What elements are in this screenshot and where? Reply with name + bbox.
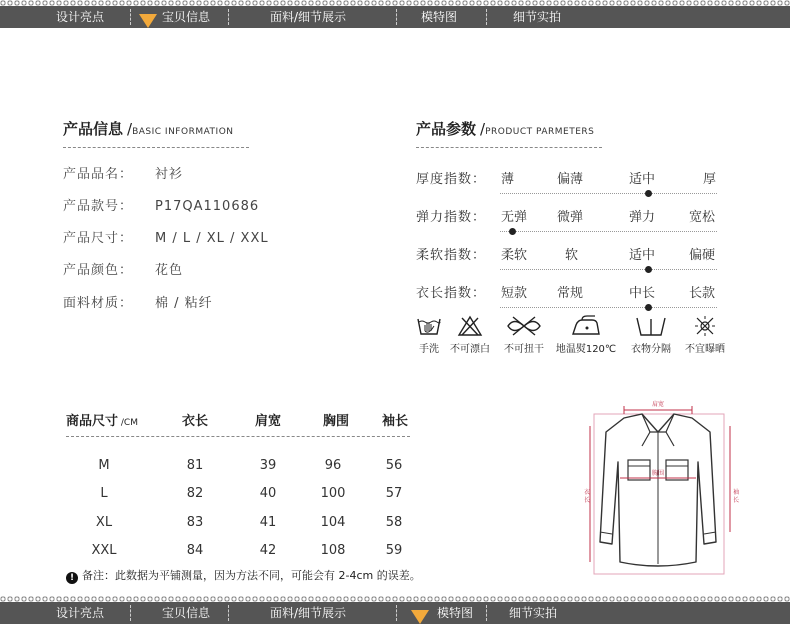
size-value: 56 xyxy=(385,458,403,473)
param-label: 柔软指数： xyxy=(416,248,487,263)
param-label: 衣长指数： xyxy=(416,286,487,301)
tab-product-info[interactable]: 宝贝信息 xyxy=(162,606,211,620)
nav-separator xyxy=(396,605,398,621)
care-item-separate xyxy=(624,315,678,355)
size-header-sleeve: 袖长 xyxy=(382,414,409,429)
tab-design-highlights[interactable]: 设计亮点 xyxy=(56,10,105,24)
size-value: 108 xyxy=(320,543,346,558)
divider xyxy=(63,147,249,148)
size-value: 83 xyxy=(186,515,204,530)
size-value: 104 xyxy=(320,515,346,530)
size-label: M xyxy=(98,458,110,473)
param-option: 偏薄 xyxy=(557,172,584,187)
no-sun-icon xyxy=(693,315,717,337)
diagram-chest-label: 胸围 xyxy=(651,470,665,477)
param-indicator xyxy=(645,266,652,273)
tab-product-info[interactable]: 宝贝信息 xyxy=(162,10,211,24)
basic-info-title: 产品信息 /BASIC INFORMATION xyxy=(63,120,234,138)
diagram-length-label xyxy=(584,488,590,504)
diagram-length-char-2: 长 xyxy=(584,497,591,504)
care-label: 衣物分隔 xyxy=(631,344,671,355)
diagram-sleeve-label xyxy=(733,488,739,504)
diagram-length-char-1: 衣 xyxy=(584,489,591,496)
active-tab-marker xyxy=(411,610,429,624)
tab-fabric-details[interactable]: 面料/细节展示 xyxy=(270,10,347,24)
size-value: 82 xyxy=(186,486,204,501)
size-value: 42 xyxy=(259,543,277,558)
param-indicator xyxy=(645,304,652,311)
care-item-no-bleach xyxy=(445,315,495,355)
param-label: 厚度指数： xyxy=(416,172,487,187)
care-label: 手洗 xyxy=(419,344,439,355)
param-option: 中长 xyxy=(629,286,656,301)
size-table-title: 商品尺寸 /CM xyxy=(66,414,138,429)
info-row-material: 面料材质： 棉 / 粘纤 xyxy=(63,296,213,311)
tab-detail-shots[interactable]: 细节实拍 xyxy=(513,10,562,24)
param-option: 适中 xyxy=(629,248,656,263)
param-indicator xyxy=(645,190,652,197)
param-option: 弹力 xyxy=(629,210,656,225)
tab-model-photos[interactable]: 模特图 xyxy=(421,10,458,24)
param-scale-line xyxy=(500,193,717,194)
size-label: XXL xyxy=(91,543,117,558)
tab-design-highlights[interactable]: 设计亮点 xyxy=(56,606,105,620)
care-label: 不宜曝晒 xyxy=(685,344,725,355)
size-value: 100 xyxy=(320,486,346,501)
nav-separator xyxy=(130,9,132,25)
param-option: 无弹 xyxy=(501,210,528,225)
bottom-nav xyxy=(0,596,790,642)
low-iron-icon xyxy=(570,315,602,337)
info-row-style-no: 产品款号： P17QA110686 xyxy=(63,199,260,214)
size-value: 96 xyxy=(324,458,342,473)
active-tab-marker xyxy=(139,14,157,28)
care-label: 不可漂白 xyxy=(450,344,490,355)
tab-detail-shots[interactable]: 细节实拍 xyxy=(509,606,558,620)
nav-separator xyxy=(486,605,488,621)
care-item-no-wring xyxy=(500,315,548,355)
size-value: 84 xyxy=(186,543,204,558)
param-option: 宽松 xyxy=(689,210,716,225)
size-header-length: 衣长 xyxy=(182,414,209,429)
size-label: L xyxy=(100,486,108,501)
top-nav xyxy=(0,0,790,34)
measurement-note: ! 备注：此数据为平铺测量，因为方法不同，可能会有 2-4cm 的误差。 xyxy=(66,567,421,584)
param-option: 适中 xyxy=(629,172,656,187)
size-value: 58 xyxy=(385,515,403,530)
size-value: 41 xyxy=(259,515,277,530)
hand-wash-icon xyxy=(416,315,442,337)
size-value: 81 xyxy=(186,458,204,473)
size-value: 40 xyxy=(259,486,277,501)
param-option: 微弹 xyxy=(557,210,584,225)
care-label: 地温熨120℃ xyxy=(555,344,617,355)
param-option: 薄 xyxy=(501,172,515,187)
size-header-shoulder: 肩宽 xyxy=(255,414,282,429)
no-wring-icon xyxy=(504,315,544,337)
warning-icon: ! xyxy=(66,572,78,584)
param-scale-line xyxy=(500,269,717,270)
info-row-size: 产品尺寸： M / L / XL / XXL xyxy=(63,231,269,246)
size-value: 59 xyxy=(385,543,403,558)
param-option: 柔软 xyxy=(501,248,528,263)
param-option: 短款 xyxy=(501,286,528,301)
info-row-name: 产品品名： 衬衫 xyxy=(63,167,184,182)
param-label: 弹力指数： xyxy=(416,210,487,225)
care-item-hand-wash xyxy=(414,315,444,355)
param-indicator xyxy=(509,228,516,235)
diagram-sleeve-char-2: 长 xyxy=(733,497,740,504)
divider xyxy=(416,147,602,148)
care-item-low-iron xyxy=(554,315,618,355)
nav-separator xyxy=(396,9,398,25)
size-value: 39 xyxy=(259,458,277,473)
size-value: 57 xyxy=(385,486,403,501)
info-row-color: 产品颜色： 花色 xyxy=(63,263,184,278)
tab-fabric-details[interactable]: 面料/细节展示 xyxy=(270,606,347,620)
size-label: XL xyxy=(95,515,113,530)
param-option: 厚 xyxy=(703,172,717,187)
size-header-chest: 胸围 xyxy=(323,414,350,429)
care-label: 不可扭干 xyxy=(504,344,544,355)
nav-bar xyxy=(0,602,790,624)
divider xyxy=(66,436,410,437)
no-bleach-icon xyxy=(457,315,483,337)
care-item-no-sun xyxy=(680,315,730,355)
nav-separator xyxy=(228,605,230,621)
tab-model-photos[interactable]: 模特图 xyxy=(437,606,474,620)
shirt-measurement-diagram xyxy=(580,392,740,582)
nav-separator xyxy=(130,605,132,621)
nav-separator xyxy=(228,9,230,25)
param-option: 常规 xyxy=(557,286,584,301)
param-option: 长款 xyxy=(689,286,716,301)
nav-bar xyxy=(0,6,790,28)
param-option: 偏硬 xyxy=(689,248,716,263)
diagram-sleeve-char-1: 袖 xyxy=(733,489,740,496)
params-title: 产品参数 /PRODUCT PARMETERS xyxy=(416,120,595,138)
param-option: 软 xyxy=(565,248,579,263)
param-scale-line xyxy=(500,231,717,232)
param-scale-line xyxy=(500,307,717,308)
nav-separator xyxy=(486,9,488,25)
diagram-shoulder-label: 肩宽 xyxy=(651,401,665,408)
separate-wash-icon xyxy=(635,315,667,337)
